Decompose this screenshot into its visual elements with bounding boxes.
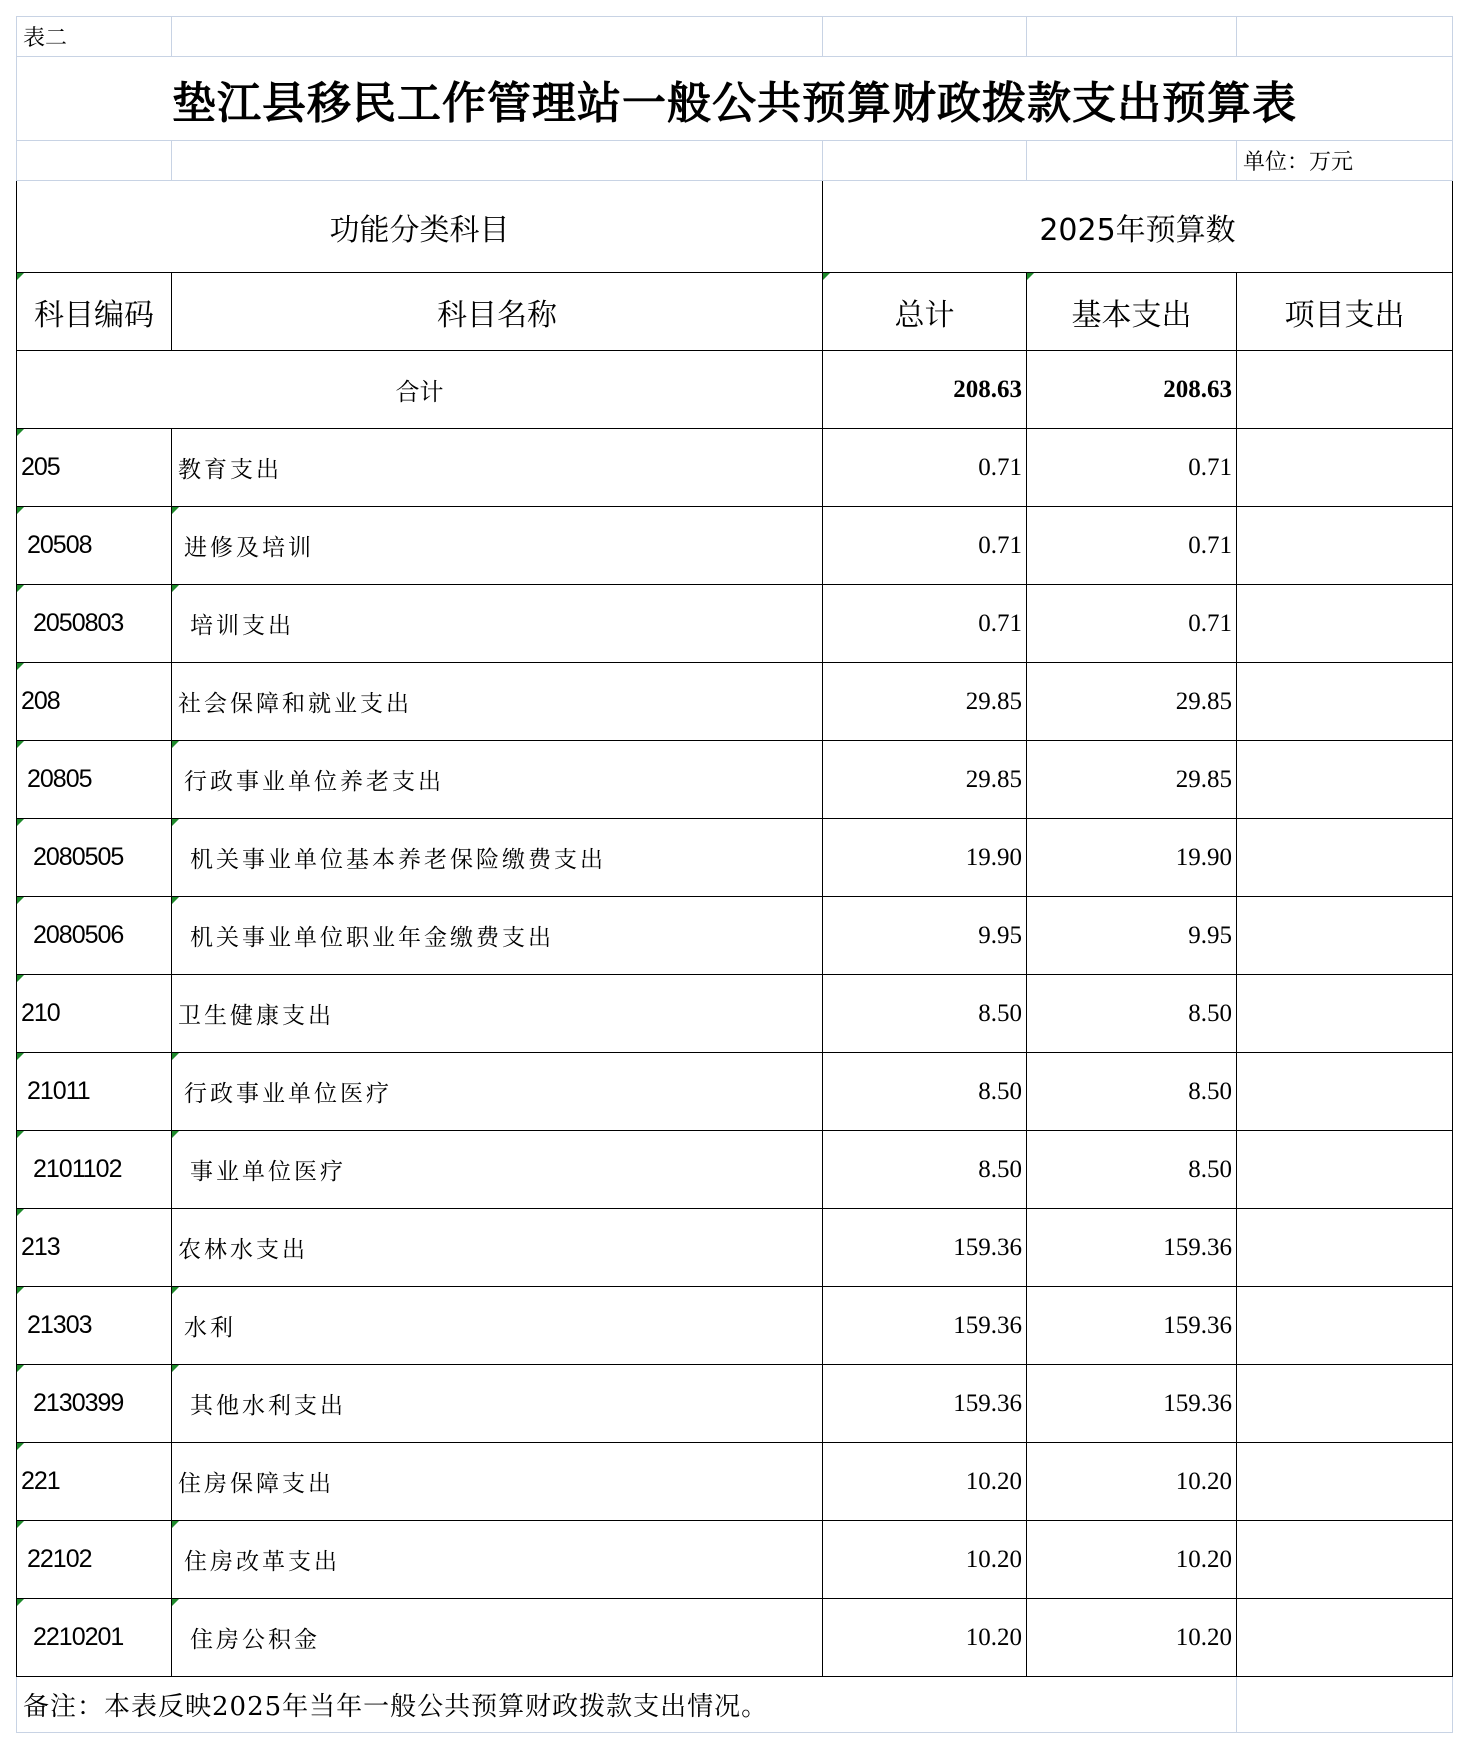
row-total: 8.50 xyxy=(823,975,1027,1053)
table-row xyxy=(17,1599,1453,1677)
table-row xyxy=(17,663,1453,741)
empty-cell xyxy=(1027,141,1237,181)
row-total: 29.85 xyxy=(823,663,1027,741)
row-name: 进修及培训 xyxy=(172,507,823,585)
row-name: 社会保障和就业支出 xyxy=(172,663,823,741)
row-total: 29.85 xyxy=(823,741,1027,819)
row-project xyxy=(1237,741,1453,819)
table-row xyxy=(17,897,1453,975)
row-code: 2050803 xyxy=(17,585,172,663)
row-total: 0.71 xyxy=(823,585,1027,663)
header-name: 科目名称 xyxy=(172,273,823,351)
table-row xyxy=(17,1131,1453,1209)
table-row xyxy=(17,1521,1453,1599)
row-project xyxy=(1237,1521,1453,1599)
row-name: 其他水利支出 xyxy=(172,1365,823,1443)
row-project xyxy=(1237,663,1453,741)
row-basic: 8.50 xyxy=(1027,1131,1237,1209)
row-project xyxy=(1237,1053,1453,1131)
empty-cell xyxy=(1237,17,1453,57)
row-code: 210 xyxy=(17,975,172,1053)
row-project xyxy=(1237,1131,1453,1209)
row-name: 住房改革支出 xyxy=(172,1521,823,1599)
row-code: 22102 xyxy=(17,1521,172,1599)
header-code: 科目编码 xyxy=(17,273,172,351)
row-name: 教育支出 xyxy=(172,429,823,507)
row-basic: 159.36 xyxy=(1027,1209,1237,1287)
sum-project xyxy=(1237,351,1453,429)
table-row xyxy=(17,1053,1453,1131)
row-project xyxy=(1237,897,1453,975)
row-basic: 29.85 xyxy=(1027,663,1237,741)
row-basic: 0.71 xyxy=(1027,507,1237,585)
row-basic: 10.20 xyxy=(1027,1443,1237,1521)
row-total: 19.90 xyxy=(823,819,1027,897)
header-budget-year: 2025年预算数 xyxy=(823,181,1453,273)
row-name: 水利 xyxy=(172,1287,823,1365)
row-project xyxy=(1237,1287,1453,1365)
sum-basic: 208.63 xyxy=(1027,351,1237,429)
row-basic: 19.90 xyxy=(1027,819,1237,897)
table-row xyxy=(17,975,1453,1053)
empty-cell xyxy=(172,17,823,57)
row-basic: 10.20 xyxy=(1027,1599,1237,1677)
row-name: 机关事业单位职业年金缴费支出 xyxy=(172,897,823,975)
header-basic: 基本支出 xyxy=(1027,273,1237,351)
row-project xyxy=(1237,819,1453,897)
note-row xyxy=(17,1677,1453,1733)
row-project xyxy=(1237,507,1453,585)
row-code: 205 xyxy=(17,429,172,507)
row-total: 159.36 xyxy=(823,1365,1027,1443)
empty-cell xyxy=(823,141,1027,181)
table-row xyxy=(17,1443,1453,1521)
row-project xyxy=(1237,1443,1453,1521)
empty-cell xyxy=(823,17,1027,57)
row-basic: 9.95 xyxy=(1027,897,1237,975)
row-total: 9.95 xyxy=(823,897,1027,975)
row-name: 住房保障支出 xyxy=(172,1443,823,1521)
row-code: 213 xyxy=(17,1209,172,1287)
row-code: 21011 xyxy=(17,1053,172,1131)
empty-cell xyxy=(1237,1677,1453,1733)
table-row xyxy=(17,585,1453,663)
row-code: 2101102 xyxy=(17,1131,172,1209)
table-row xyxy=(17,507,1453,585)
table-row xyxy=(17,741,1453,819)
row-total: 159.36 xyxy=(823,1287,1027,1365)
table-row xyxy=(17,1287,1453,1365)
row-name: 住房公积金 xyxy=(172,1599,823,1677)
row-code: 20805 xyxy=(17,741,172,819)
row-project xyxy=(1237,429,1453,507)
row-project xyxy=(1237,585,1453,663)
row-basic: 159.36 xyxy=(1027,1365,1237,1443)
table-row xyxy=(17,1209,1453,1287)
row-code: 2210201 xyxy=(17,1599,172,1677)
row-name: 事业单位医疗 xyxy=(172,1131,823,1209)
row-basic: 0.71 xyxy=(1027,429,1237,507)
row-name: 培训支出 xyxy=(172,585,823,663)
row-code: 20508 xyxy=(17,507,172,585)
row-total: 0.71 xyxy=(823,429,1027,507)
row-code: 2130399 xyxy=(17,1365,172,1443)
row-total: 10.20 xyxy=(823,1599,1027,1677)
empty-cell xyxy=(1027,17,1237,57)
row-total: 159.36 xyxy=(823,1209,1027,1287)
table-row xyxy=(17,429,1453,507)
sum-total: 208.63 xyxy=(823,351,1027,429)
row-code: 2080506 xyxy=(17,897,172,975)
budget-table xyxy=(16,16,1453,1733)
header-project: 项目支出 xyxy=(1237,273,1453,351)
row-basic: 8.50 xyxy=(1027,1053,1237,1131)
row-basic: 8.50 xyxy=(1027,975,1237,1053)
row-total: 8.50 xyxy=(823,1053,1027,1131)
row-project xyxy=(1237,975,1453,1053)
row-total: 0.71 xyxy=(823,507,1027,585)
corner-label: 表二 xyxy=(17,17,172,57)
row-name: 行政事业单位养老支出 xyxy=(172,741,823,819)
row-code: 208 xyxy=(17,663,172,741)
table-row xyxy=(17,819,1453,897)
row-total: 10.20 xyxy=(823,1443,1027,1521)
unit-label: 单位：万元 xyxy=(1237,141,1453,181)
table-row xyxy=(17,1365,1453,1443)
row-basic: 0.71 xyxy=(1027,585,1237,663)
header-func-category: 功能分类科目 xyxy=(17,181,823,273)
row-basic: 10.20 xyxy=(1027,1521,1237,1599)
row-basic: 159.36 xyxy=(1027,1287,1237,1365)
row-project xyxy=(1237,1209,1453,1287)
page-title: 垫江县移民工作管理站一般公共预算财政拨款支出预算表 xyxy=(17,57,1453,141)
footnote: 备注：本表反映2025年当年一般公共预算财政拨款支出情况。 xyxy=(17,1677,1237,1733)
row-code: 2080505 xyxy=(17,819,172,897)
row-basic: 29.85 xyxy=(1027,741,1237,819)
row-code: 221 xyxy=(17,1443,172,1521)
row-total: 10.20 xyxy=(823,1521,1027,1599)
row-name: 卫生健康支出 xyxy=(172,975,823,1053)
row-project xyxy=(1237,1599,1453,1677)
empty-cell xyxy=(172,141,823,181)
empty-cell xyxy=(17,141,172,181)
header-total: 总计 xyxy=(823,273,1027,351)
row-code: 21303 xyxy=(17,1287,172,1365)
row-name: 机关事业单位基本养老保险缴费支出 xyxy=(172,819,823,897)
row-total: 8.50 xyxy=(823,1131,1027,1209)
sum-label: 合计 xyxy=(17,351,823,429)
row-name: 农林水支出 xyxy=(172,1209,823,1287)
row-project xyxy=(1237,1365,1453,1443)
row-name: 行政事业单位医疗 xyxy=(172,1053,823,1131)
